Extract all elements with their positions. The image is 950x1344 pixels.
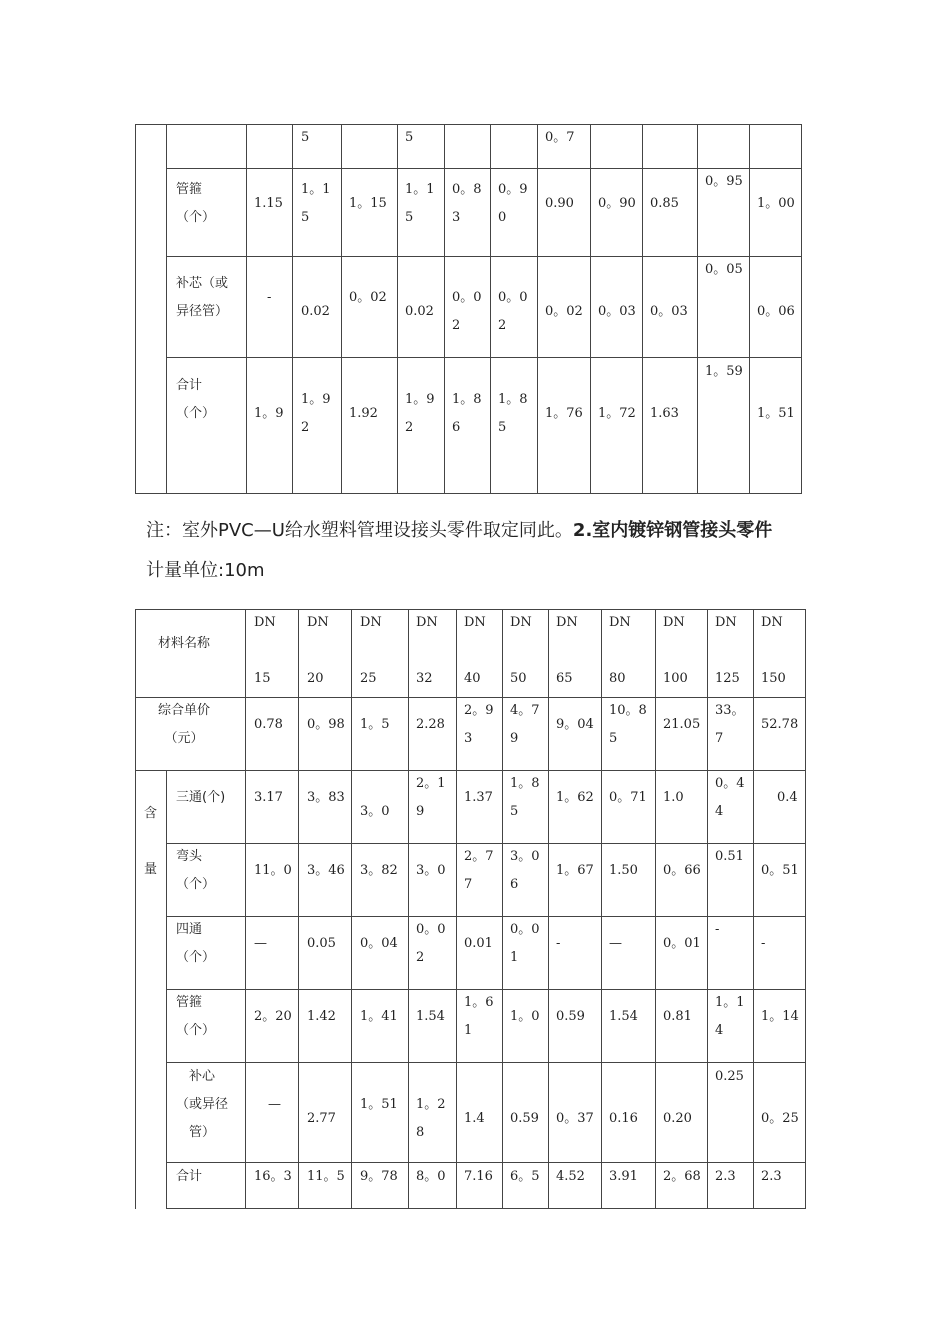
column-header: DN 32	[416, 615, 438, 686]
table2-cell: 3。83	[307, 790, 345, 805]
table1-cell: 0。06	[757, 304, 795, 319]
table2-cell: 1。8 5	[510, 776, 540, 819]
table2-cell: 1.54	[609, 1009, 638, 1024]
table1-row-label: 补芯（或 异径管）	[176, 276, 229, 319]
table2-cell: 6。5	[510, 1169, 540, 1184]
table2-row-label: 弯头 （个）	[176, 849, 216, 892]
price-cell: 9。04	[556, 717, 594, 732]
column-header: DN 50	[510, 615, 532, 686]
column-header: DN 20	[307, 615, 329, 686]
table2-cell: 0.01	[464, 936, 493, 951]
table1-cell: 1。51	[757, 406, 795, 421]
table1-cell: 5	[405, 130, 414, 145]
table1-cell: 0。0 2	[452, 290, 482, 333]
table2-cell: 4.52	[556, 1169, 585, 1184]
table2-cell: 1。51	[360, 1097, 398, 1112]
table2-cell: 3.91	[609, 1169, 638, 1184]
table2-row-label: 管箍 （个）	[176, 995, 216, 1038]
table2-cell: 3。0 6	[510, 849, 540, 892]
table1-cell: 1。8 5	[498, 392, 528, 435]
price-cell: 21.05	[663, 717, 701, 732]
note-plain-text: 注：室外PVC—U给水塑料管埋设接头零件取定同此。	[146, 520, 573, 541]
table2-cell: —	[609, 936, 622, 951]
table2-cell: 1.54	[416, 1009, 445, 1024]
table2-row-label: 四通 （个）	[176, 922, 216, 965]
table1-row-label: 合计 （个）	[176, 378, 216, 421]
table1-cell: 0。7	[545, 130, 575, 145]
content-group-label: 含 量	[144, 806, 158, 877]
table2-cell: 2。20	[254, 1009, 292, 1024]
table2-cell: 1。41	[360, 1009, 398, 1024]
table2-cell: 1.0	[663, 790, 684, 805]
table1-cell: -	[267, 290, 272, 305]
column-header: DN 100	[663, 615, 688, 686]
table2-cell: 0.4	[777, 790, 798, 805]
column-header: DN 80	[609, 615, 631, 686]
table2-cell: 0.59	[510, 1111, 539, 1126]
column-header: DN 25	[360, 615, 382, 686]
table2-cell: 3。46	[307, 863, 345, 878]
table2-cell: 1.4	[464, 1111, 485, 1126]
table1-cell: 0。02	[349, 290, 387, 305]
price-cell: 2。9 3	[464, 703, 494, 746]
table1-cell: 1。9 2	[301, 392, 331, 435]
price-cell: 52.78	[761, 717, 799, 732]
table2-row-label: 补心 （或异径 管）	[176, 1069, 229, 1140]
table1-cell: 0.02	[405, 304, 434, 319]
table2-cell: 2。1 9	[416, 776, 446, 819]
table2-cell: 11。5	[307, 1169, 345, 1184]
note-line-1	[146, 516, 772, 542]
table2-cell: 2。68	[663, 1169, 701, 1184]
table2-cell: 0。4 4	[715, 776, 745, 819]
table1-cell: 1.15	[254, 196, 283, 211]
note-line-2: 计量单位:10m	[146, 560, 265, 581]
table2-cell: 3。0	[416, 863, 446, 878]
table2-cell: 0。01	[663, 936, 701, 951]
table1-cell: 0。90	[598, 196, 636, 211]
table2-cell: 2。7 7	[464, 849, 494, 892]
table2-cell: 9。78	[360, 1169, 398, 1184]
table2-cell: 1.42	[307, 1009, 336, 1024]
table1-cell: 1。59	[705, 364, 743, 379]
table1-cell: 5	[301, 130, 310, 145]
table2-cell: 1.37	[464, 790, 493, 805]
table1-cell: 1。72	[598, 406, 636, 421]
price-cell: 33。 7	[715, 703, 745, 746]
table1-cell: 1。8 6	[452, 392, 482, 435]
table2-cell: 1。1 4	[715, 995, 745, 1038]
column-header: DN 40	[464, 615, 486, 686]
price-cell: 2.28	[416, 717, 445, 732]
table2-cell: 3.17	[254, 790, 283, 805]
table2-cell: 3。0	[360, 804, 390, 819]
table2-cell: 0。66	[663, 863, 701, 878]
table2-cell: -	[556, 936, 561, 951]
column-header: DN 150	[761, 615, 786, 686]
table2-cell: 0。71	[609, 790, 647, 805]
table2-cell: 0.16	[609, 1111, 638, 1126]
price-cell: 4。7 9	[510, 703, 540, 746]
table1-cell: 0.85	[650, 196, 679, 211]
price-cell: 1。5	[360, 717, 390, 732]
table2-cell: —	[254, 936, 267, 951]
table2-cell: 0。51	[761, 863, 799, 878]
table2-cell: 0.25	[715, 1069, 744, 1084]
table2-cell: 7.16	[464, 1169, 493, 1184]
table2-cell: 1。62	[556, 790, 594, 805]
section-heading: 2.室内镀锌钢管接头零件	[572, 520, 773, 541]
table1-cell: 0。0 2	[498, 290, 528, 333]
table2-cell: 0.59	[556, 1009, 585, 1024]
table2-cell: 0。25	[761, 1111, 799, 1126]
table2-cell: 0.51	[715, 849, 744, 864]
table1-cell: 1.92	[349, 406, 378, 421]
table1-row-label: 管箍 （个）	[176, 182, 216, 225]
table1-cell: 0。03	[650, 304, 688, 319]
table2-cell: 0.20	[663, 1111, 692, 1126]
table1-cell: 0。95	[705, 174, 743, 189]
table2-cell: 8。0	[416, 1169, 446, 1184]
table2-cell: 0.05	[307, 936, 336, 951]
unit-price-label: 综合单价 （元）	[158, 703, 211, 746]
material-name-header: 材料名称	[158, 636, 211, 651]
price-cell: 0.78	[254, 717, 283, 732]
table2-cell: 16。3	[254, 1169, 292, 1184]
table1-cell: 1。1 5	[405, 182, 435, 225]
table1-cell: 1。9 2	[405, 392, 435, 435]
table2-cell: 2.77	[307, 1111, 336, 1126]
table1-cell: 1。9	[254, 406, 284, 421]
table1-cell: 1。1 5	[301, 182, 331, 225]
table1-cell: 1。76	[545, 406, 583, 421]
table2-cell: 0。37	[556, 1111, 594, 1126]
table2-cell: 0。0 2	[416, 922, 446, 965]
table1-cell: 1.63	[650, 406, 679, 421]
table2-cell: 1。2 8	[416, 1097, 446, 1140]
price-cell: 0。98	[307, 717, 345, 732]
table1-cell: 0。9 0	[498, 182, 528, 225]
table2-row-label: 三通(个)	[176, 790, 226, 805]
table1-cell: 0。8 3	[452, 182, 482, 225]
table2-row-label: 合计	[176, 1169, 203, 1184]
table2-cell: 1。67	[556, 863, 594, 878]
table2-cell: 0.81	[663, 1009, 692, 1024]
table2-cell: -	[715, 922, 720, 937]
table2-cell: 1。6 1	[464, 995, 494, 1038]
column-header: DN 15	[254, 615, 276, 686]
table1-cell: 0。03	[598, 304, 636, 319]
column-header: DN 65	[556, 615, 578, 686]
table1-cell: 0.02	[301, 304, 330, 319]
table2-cell: —	[268, 1097, 281, 1112]
table1-cell: 1。00	[757, 196, 795, 211]
table2-cell: 1。14	[761, 1009, 799, 1024]
table1-cell: 0。02	[545, 304, 583, 319]
table2-cell: 0。04	[360, 936, 398, 951]
table2-cell: 1.50	[609, 863, 638, 878]
column-header: DN 125	[715, 615, 740, 686]
table2-cell: 11。0	[254, 863, 292, 878]
table2-cell: 2.3	[715, 1169, 736, 1184]
table2-cell: 1。0	[510, 1009, 540, 1024]
table1-cell: 0。05	[705, 262, 743, 277]
price-cell: 10。8 5	[609, 703, 647, 746]
table2-cell: 3。82	[360, 863, 398, 878]
table1-cell: 1。15	[349, 196, 387, 211]
table2-cell: -	[761, 936, 766, 951]
table1-cell: 0.90	[545, 196, 574, 211]
table2-cell: 2.3	[761, 1169, 782, 1184]
table2-cell: 0。0 1	[510, 922, 540, 965]
